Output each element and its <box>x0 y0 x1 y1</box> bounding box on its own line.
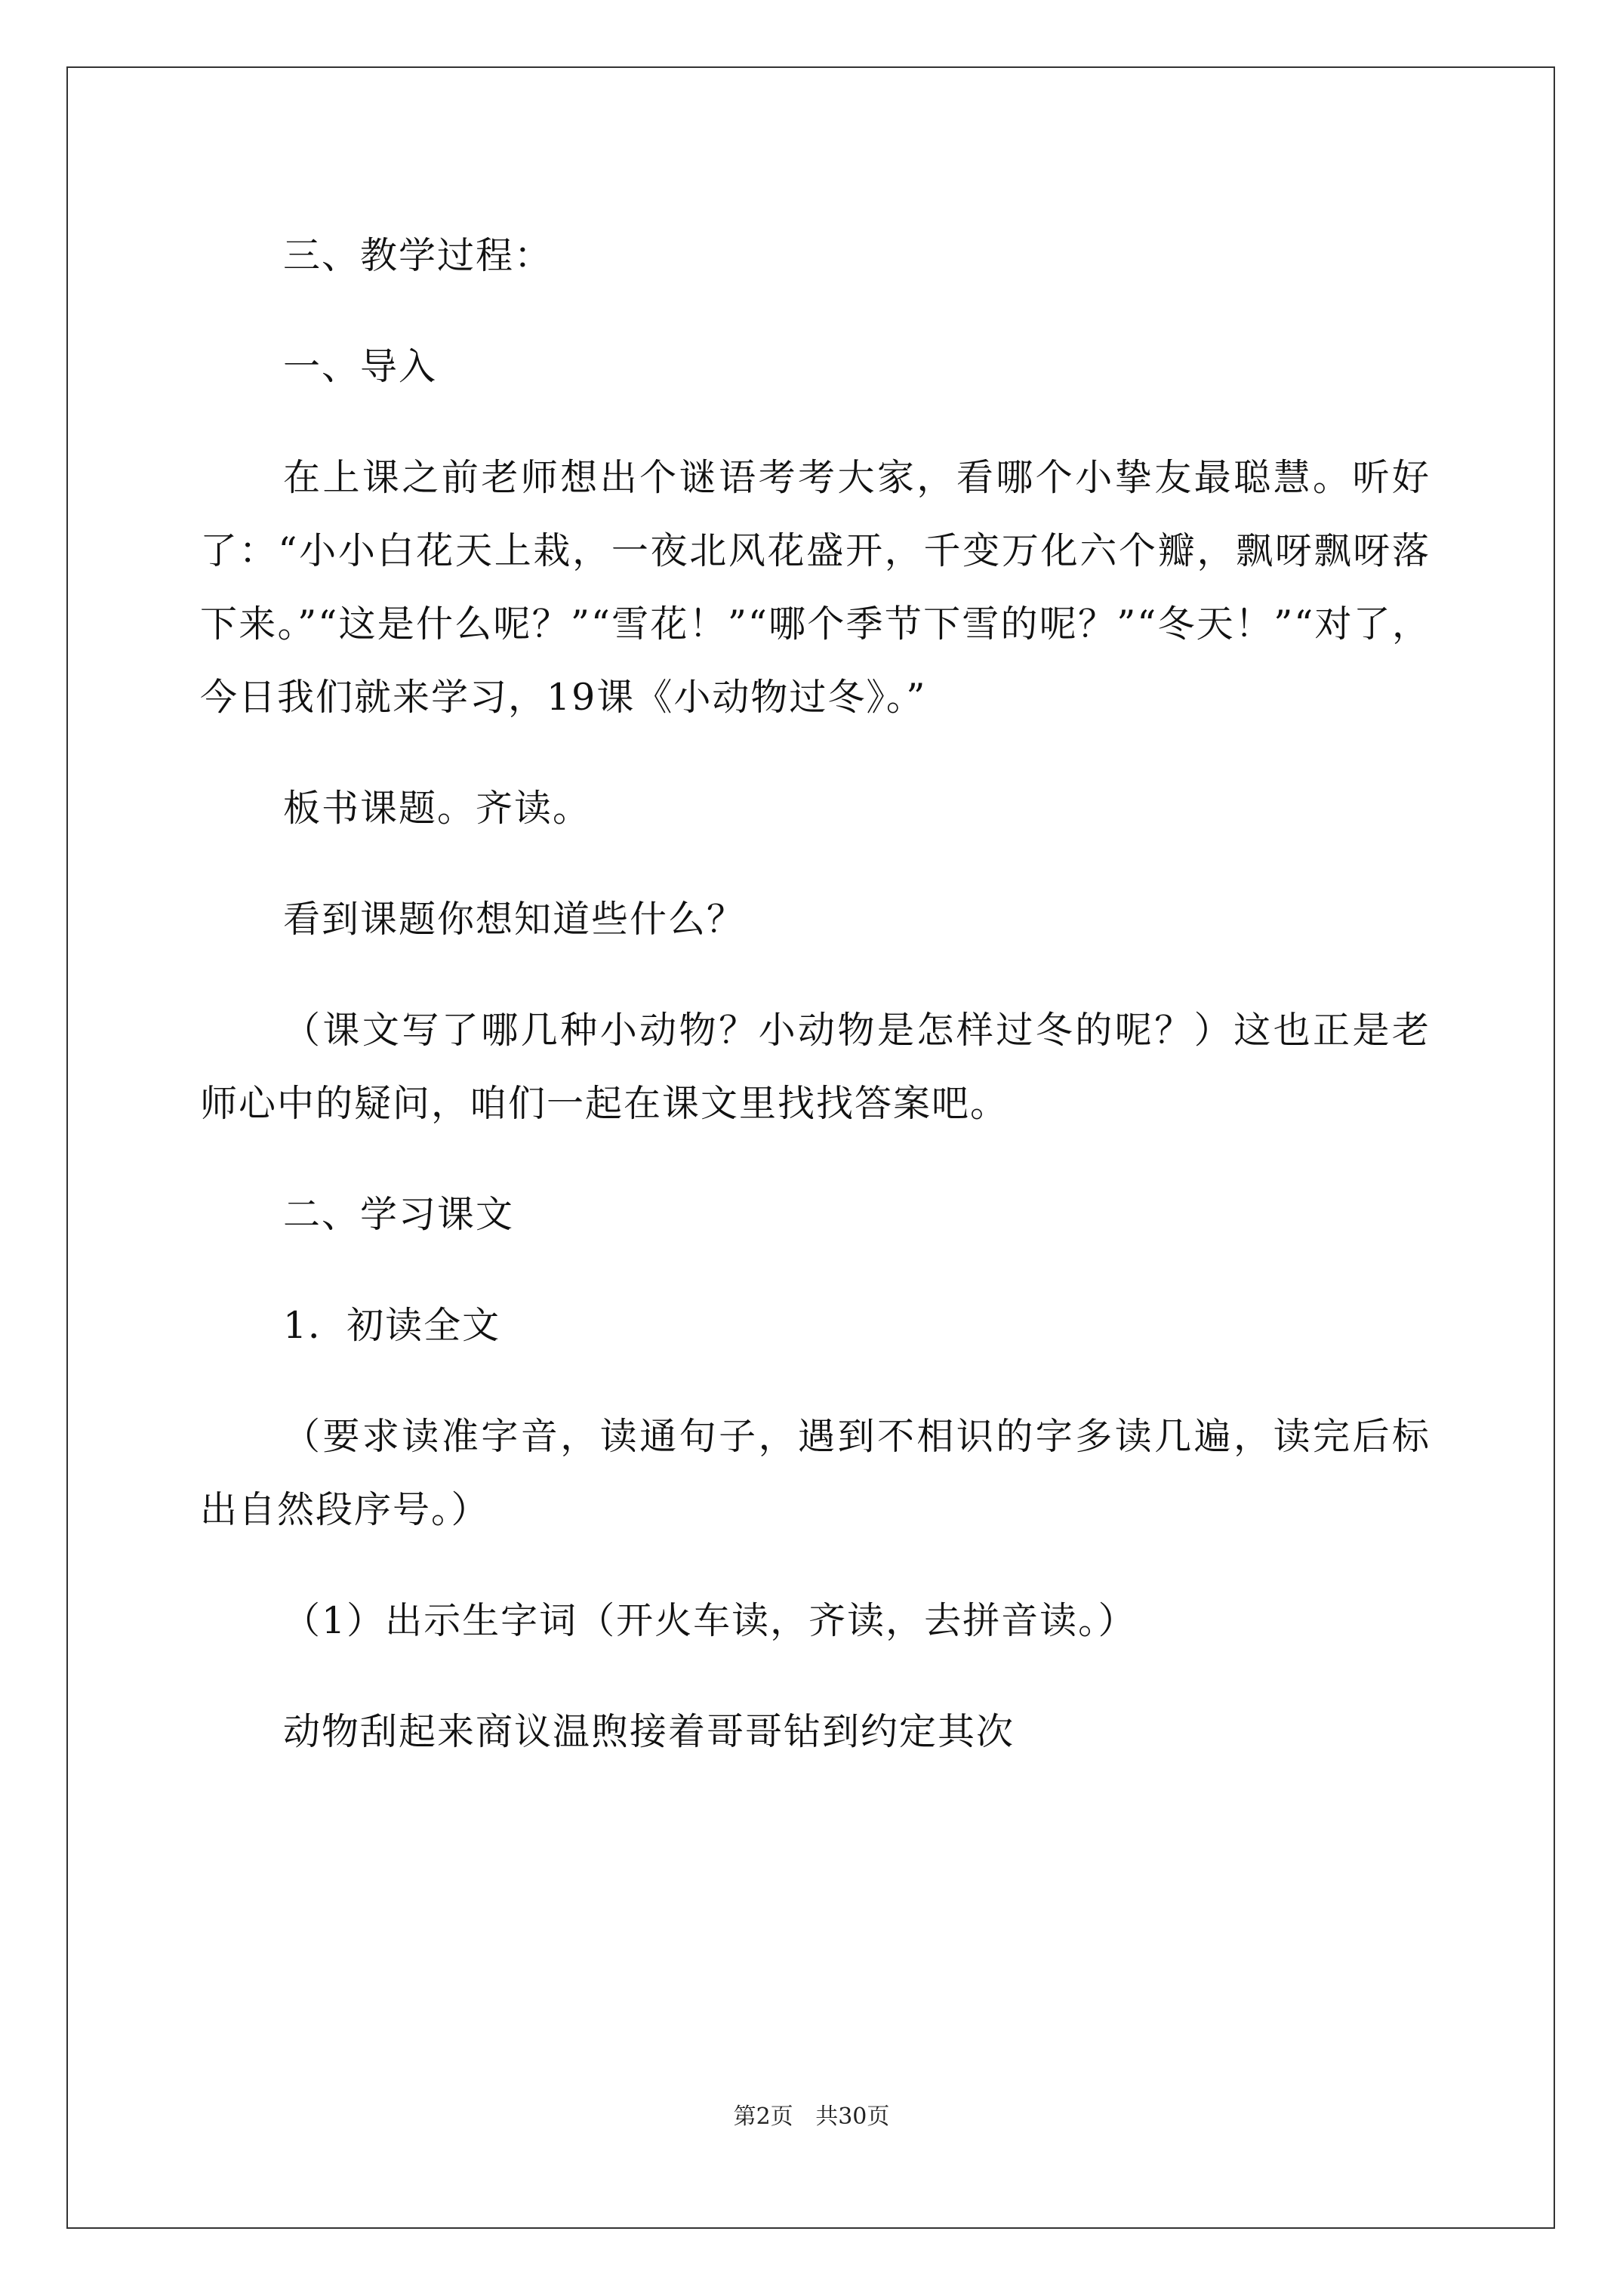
paragraph-question: 看到课题你想知道些什么？ <box>283 898 746 941</box>
paragraph-board-title: 板书课题。齐读。 <box>283 787 592 830</box>
document-body <box>200 219 1431 1806</box>
heading-introduction: 一、导入 <box>283 345 438 388</box>
page-number: 第2页 <box>733 2103 793 2130</box>
heading-study-text: 二、学习课文 <box>283 1193 515 1236</box>
heading-first-reading: 1．初读全文 <box>283 1304 501 1347</box>
heading-teaching-process: 三、教学过程： <box>283 234 553 277</box>
paragraph-word-list: 动物刮起来商议温煦接着哥哥钻到约定其次 <box>283 1710 1015 1753</box>
paragraph-riddle: 在上课之前老师想出个谜语考考大家，看哪个小挚友最聪慧。听好了：“小小白花天上栽，一夜北风花盛开，千变万化六个瓣，飘呀飘呀落下来。”“这是什么呢？”“雪花！”“哪个季节下雪的呢？”“冬天！”“对了，今日我们就来学习，19课《小动物过冬》。” <box>200 456 1431 719</box>
paragraph-reading-requirements: （要求读准字音，读通句子，遇到不相识的字多读几遍，读完后标出自然段序号。） <box>200 1415 1431 1531</box>
page-total: 共30页 <box>815 2103 890 2130</box>
paragraph-new-words: （1）出示生字词（开火车读，齐读，去拼音读。） <box>283 1599 1137 1642</box>
paragraph-inquiry: （课文写了哪几种小动物？小动物是怎样过冬的呢？）这也正是老师心中的疑问，咱们一起在课文里找找答案吧。 <box>200 1009 1431 1125</box>
page-footer <box>0 2097 1623 2131</box>
